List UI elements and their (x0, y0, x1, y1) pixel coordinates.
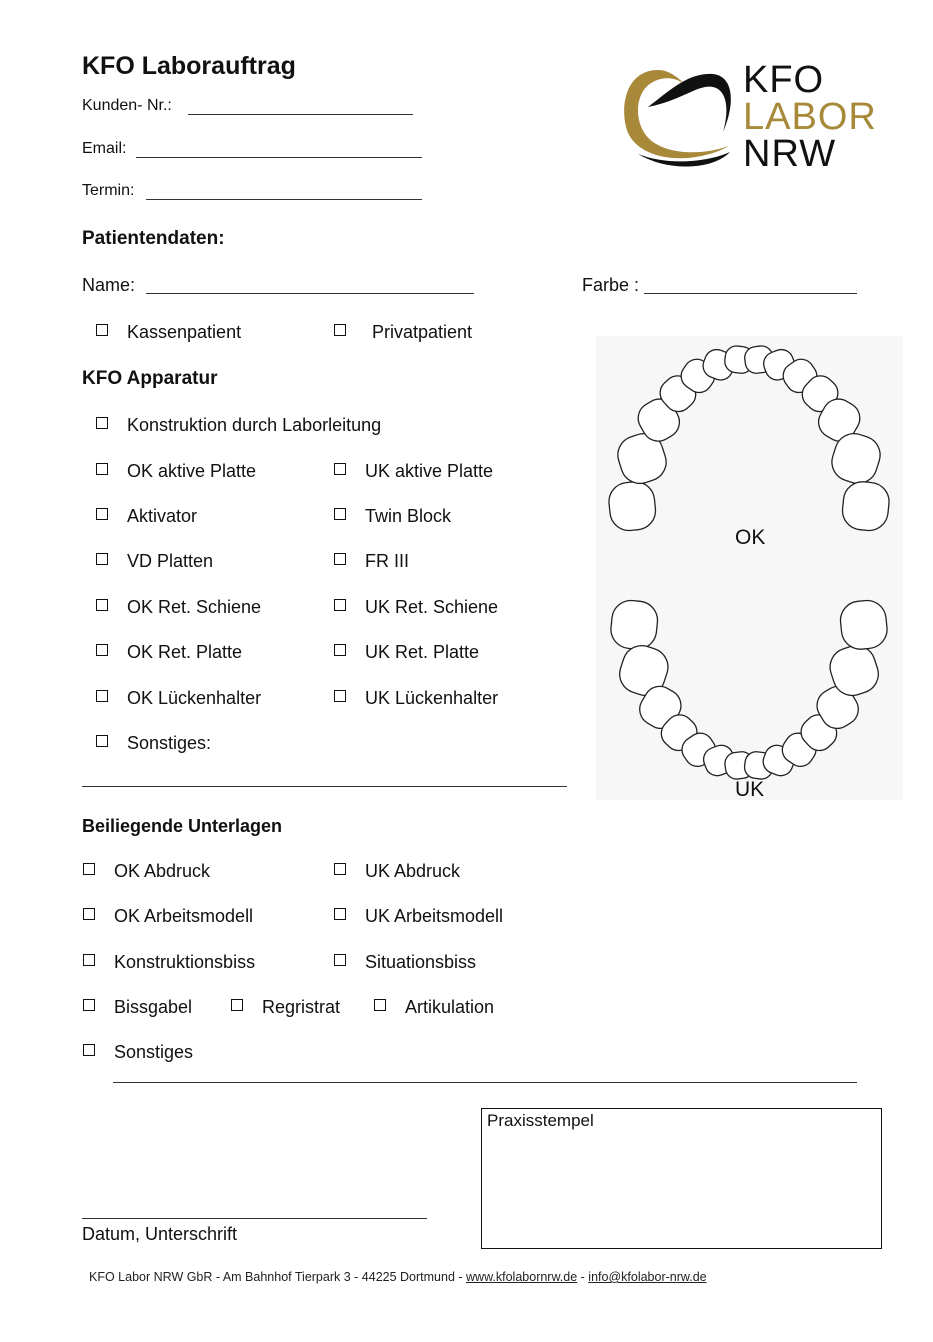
upper-tooth-1[interactable] (607, 480, 657, 532)
apparatur-right-3-checkbox[interactable] (334, 599, 346, 611)
unterlagen-right-0-checkbox[interactable] (334, 863, 346, 875)
apparatur-sonstiges-checkbox[interactable] (96, 735, 108, 747)
footer-separator: - (577, 1270, 589, 1284)
unterlagen-right-0-label: UK Abdruck (365, 861, 461, 881)
apparatur-left-1-label: Aktivator (127, 506, 198, 526)
teeth-diagram (596, 336, 903, 800)
email-field[interactable] (136, 157, 422, 158)
unterlagen-heading: Beiliegende Unterlagen (82, 816, 283, 836)
praxisstempel-box[interactable] (481, 1108, 882, 1249)
unterlagen-sonstiges-label: Sonstiges (114, 1042, 194, 1062)
name-label: Name: (82, 275, 136, 295)
unterlagen-row4-2-label: Artikulation (405, 997, 495, 1017)
apparatur-left-3-label: OK Ret. Schiene (127, 597, 262, 617)
email-label: Email: (82, 140, 127, 157)
apparatur-right-4-checkbox[interactable] (334, 644, 346, 656)
apparatur-right-2-label: FR III (365, 551, 409, 571)
apparatur-right-2-checkbox[interactable] (334, 553, 346, 565)
unterlagen-sonstiges-line[interactable] (113, 1082, 857, 1083)
unterlagen-row4-1-checkbox[interactable] (231, 999, 243, 1011)
name-field[interactable] (146, 293, 474, 294)
customer-number-label: Kunden- Nr.: (82, 97, 172, 114)
footer (89, 1270, 707, 1284)
apparatur-left-4-checkbox[interactable] (96, 644, 108, 656)
apparatur-heading: KFO Apparatur (82, 368, 218, 389)
footer-website-link[interactable]: www.kfolabornrw.de (466, 1270, 578, 1284)
unterlagen-right-1-label: UK Arbeitsmodell (365, 906, 504, 926)
farbe-field[interactable] (644, 293, 857, 294)
apparatur-left-3-checkbox[interactable] (96, 599, 108, 611)
unterlagen-left-1-label: OK Arbeitsmodell (114, 906, 254, 926)
konstruktion-label: Konstruktion durch Laborleitung (127, 415, 382, 435)
apparatur-right-3-label: UK Ret. Schiene (365, 597, 499, 617)
sonstiges-line[interactable] (82, 786, 567, 787)
apparatur-right-5-label: UK Lückenhalter (365, 688, 499, 708)
apparatur-right-0-checkbox[interactable] (334, 463, 346, 475)
apparatur-right-0-label: UK aktive Platte (365, 461, 494, 481)
teeth-chart (596, 336, 903, 800)
privatpatient-label: Privatpatient (372, 322, 473, 342)
ok-label: OK (735, 526, 766, 549)
unterlagen-row4-1-label: Regristrat (262, 997, 341, 1017)
unterlagen-sonstiges-checkbox[interactable] (83, 1044, 95, 1056)
unterlagen-left-1-checkbox[interactable] (83, 908, 95, 920)
unterlagen-left-2-checkbox[interactable] (83, 954, 95, 966)
lower-tooth-14[interactable] (839, 599, 889, 651)
unterlagen-row4-2-checkbox[interactable] (374, 999, 386, 1011)
logo-nrw: NRW (743, 133, 837, 175)
signature-line[interactable] (82, 1218, 427, 1219)
apparatur-left-0-checkbox[interactable] (96, 463, 108, 475)
apparatur-right-4-label: UK Ret. Platte (365, 642, 480, 662)
footer-address: KFO Labor NRW GbR - Am Bahnhof Tierpark 3 - 44225 Dortmund - (89, 1270, 467, 1284)
apparatur-right-1-checkbox[interactable] (334, 508, 346, 520)
apparatur-left-5-label: OK Lückenhalter (127, 688, 262, 708)
unterlagen-row4-0-label: Bissgabel (114, 997, 193, 1017)
termin-label: Termin: (82, 182, 135, 199)
footer-email-link[interactable]: info@kfolabor-nrw.de (588, 1270, 707, 1284)
uk-label: UK (735, 778, 765, 801)
upper-tooth-14[interactable] (841, 480, 891, 532)
apparatur-left-0-label: OK aktive Platte (127, 461, 257, 481)
termin-field[interactable] (146, 199, 422, 200)
lower-tooth-1[interactable] (609, 599, 659, 651)
tooth-logo-icon (618, 62, 738, 172)
privatpatient-checkbox[interactable] (334, 324, 346, 336)
customer-number-field[interactable] (188, 114, 413, 115)
form-title: KFO Laborauftrag (82, 52, 296, 80)
unterlagen-right-2-label: Situationsbiss (365, 952, 477, 972)
apparatur-left-4-label: OK Ret. Platte (127, 642, 243, 662)
logo-kfo: KFO (743, 59, 825, 101)
signature-label: Datum, Unterschrift (82, 1224, 238, 1244)
apparatur-left-1-checkbox[interactable] (96, 508, 108, 520)
apparatur-right-1-label: Twin Block (365, 506, 452, 526)
praxisstempel-label: Praxisstempel (487, 1111, 594, 1130)
unterlagen-left-0-checkbox[interactable] (83, 863, 95, 875)
unterlagen-right-2-checkbox[interactable] (334, 954, 346, 966)
unterlagen-row4-0-checkbox[interactable] (83, 999, 95, 1011)
logo-labor: LABOR (743, 96, 877, 138)
apparatur-left-5-checkbox[interactable] (96, 690, 108, 702)
unterlagen-left-2-label: Konstruktionsbiss (114, 952, 256, 972)
apparatur-left-2-label: VD Platten (127, 551, 214, 571)
unterlagen-right-1-checkbox[interactable] (334, 908, 346, 920)
apparatur-right-5-checkbox[interactable] (334, 690, 346, 702)
unterlagen-left-0-label: OK Abdruck (114, 861, 211, 881)
konstruktion-checkbox[interactable] (96, 417, 108, 429)
apparatur-sonstiges-label: Sonstiges: (127, 733, 212, 753)
patient-heading: Patientendaten: (82, 228, 225, 249)
kassenpatient-checkbox[interactable] (96, 324, 108, 336)
apparatur-left-2-checkbox[interactable] (96, 553, 108, 565)
kassenpatient-label: Kassenpatient (127, 322, 242, 342)
farbe-label: Farbe : (582, 275, 640, 295)
